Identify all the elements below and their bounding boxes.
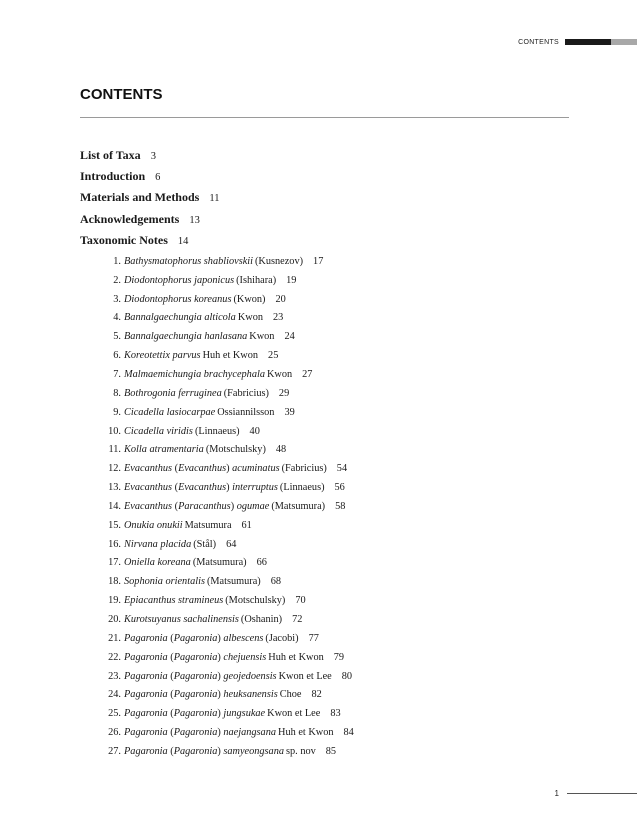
toc-taxon-author: (Fabricius) xyxy=(223,387,269,399)
toc-taxon-number: 11. xyxy=(108,444,121,456)
toc-taxon-page: 56 xyxy=(334,482,345,494)
toc-taxon-number: 15. xyxy=(108,519,121,531)
toc-taxon-subgenus: Pagaronia xyxy=(173,745,218,757)
toc-taxon-entry[interactable] xyxy=(80,423,580,442)
toc-entry-page: 14 xyxy=(177,235,189,247)
toc-taxon-author: sp. nov xyxy=(286,745,316,757)
toc-taxon-page: 70 xyxy=(295,595,306,607)
toc-taxon-subgenus: Pagaronia xyxy=(173,632,218,644)
toc-taxon-genus: Nirvana placida xyxy=(124,538,192,550)
toc-taxon-subgenus: Evacanthus xyxy=(178,482,227,494)
toc-taxon-genus: Pagaronia xyxy=(124,708,168,720)
toc-taxon-entry[interactable]: 22. Pagaronia (Pagaronia) chejuensis Huh et Kwon 79 xyxy=(80,649,580,668)
toc-taxon-species: acuminatus xyxy=(232,463,280,475)
toc-taxon-page: 83 xyxy=(330,708,341,720)
toc-taxon-page: 23 xyxy=(273,312,284,324)
toc-taxon-author: (Motschulsky) xyxy=(225,595,286,607)
running-head-bar-light xyxy=(611,39,637,45)
toc-taxon-page: 17 xyxy=(313,255,324,267)
toc-taxon-page: 20 xyxy=(275,293,286,305)
toc-taxon-author: Kwon xyxy=(237,312,263,324)
toc-taxon-author: Huh et Kwon xyxy=(202,350,259,362)
toc-taxon-page: 64 xyxy=(226,538,237,550)
toc-taxon-number: 26. xyxy=(108,727,121,739)
toc-taxon-entry[interactable] xyxy=(80,554,580,573)
toc-taxon-entry[interactable] xyxy=(80,347,580,366)
toc-taxon-number: 12. xyxy=(108,463,121,475)
toc-taxon-author: (Kwon) xyxy=(233,293,266,305)
toc-taxon-page: 40 xyxy=(249,425,260,437)
page-footer xyxy=(555,788,637,798)
toc-taxon-genus: Cicadella viridis xyxy=(124,425,193,437)
toc-entry-title: Introduction xyxy=(80,169,146,184)
toc-taxon-subgenus: Pagaronia xyxy=(173,689,218,701)
toc-entry-title: List of Taxa xyxy=(80,148,141,162)
toc-entry-page: 11 xyxy=(209,193,220,205)
toc-taxon-entry[interactable] xyxy=(80,573,580,592)
toc-taxon-page: 58 xyxy=(335,500,346,512)
toc-taxon-page: 29 xyxy=(278,387,290,399)
toc-taxon-author: (Motschulsky) xyxy=(205,444,266,456)
toc-taxon-entry[interactable] xyxy=(80,441,580,460)
toc-taxon-subgenus: Paracanthus xyxy=(178,500,231,512)
toc-taxon-genus: Oniella koreana xyxy=(124,557,191,569)
toc-taxon-entry[interactable] xyxy=(80,291,580,310)
toc-taxon-number: 21. xyxy=(108,632,121,644)
toc-entry-title: Taxonomic Notes xyxy=(80,232,168,247)
toc-taxon-page: 39 xyxy=(284,406,295,418)
toc-taxon-genus: Diodontophorus koreanus xyxy=(124,293,232,305)
toc-taxon-entry[interactable]: 12. Evacanthus (Evacanthus) acuminatus (Fabricius) 54 xyxy=(80,460,580,479)
toc-taxon-entry[interactable]: 25. Pagaronia (Pagaronia) jungsukae Kwon et Lee 83 xyxy=(80,705,580,724)
toc-taxon-species: albescens xyxy=(223,632,264,644)
page-title: CONTENTS xyxy=(80,86,163,103)
toc-taxon-entry[interactable] xyxy=(80,404,580,423)
toc-taxon-number: 10. xyxy=(108,425,121,437)
toc-taxon-page: 48 xyxy=(275,444,287,456)
toc-taxon-number: 2. xyxy=(113,274,121,286)
toc-taxon-genus: Kurotsuyanus sachalinensis xyxy=(124,613,239,625)
toc-taxon-entry[interactable]: 21. Pagaronia (Pagaronia) albescens (Jacobi) 77 xyxy=(80,630,580,649)
toc-taxon-number: 3. xyxy=(113,293,121,305)
toc-taxon-genus: Evacanthus xyxy=(124,500,173,512)
toc-taxon-page: 72 xyxy=(292,613,303,625)
toc-taxon-subgenus: Evacanthus xyxy=(178,463,227,475)
toc-taxon-number: 5. xyxy=(113,331,121,343)
toc-taxon-author: (Jacobi) xyxy=(265,632,299,644)
toc-taxon-species: samyeongsana xyxy=(223,745,285,757)
toc-taxon-genus: Bathysmatophorus shabliovskii xyxy=(124,255,253,267)
toc-taxon-page: 82 xyxy=(311,689,322,701)
toc-taxon-number: 1. xyxy=(113,255,121,267)
toc-taxon-number: 8. xyxy=(113,387,121,399)
toc-taxon-genus: Evacanthus xyxy=(124,482,173,494)
toc-taxon-number: 27. xyxy=(108,745,121,757)
toc-entry-page: 13 xyxy=(189,214,200,226)
toc-taxon-page: 54 xyxy=(336,463,348,475)
toc-taxon-species: chejuensis xyxy=(223,651,267,663)
toc-taxon-genus: Evacanthus xyxy=(124,463,173,475)
toc-taxon-species: naejangsana xyxy=(223,727,277,739)
toc-taxon-genus: Onukia onukii xyxy=(124,519,183,531)
toc-taxon-page: 77 xyxy=(308,632,319,644)
toc-taxon-genus: Kolla atramentaria xyxy=(124,444,204,456)
toc-taxon-entry[interactable] xyxy=(80,328,580,347)
toc-taxon-entry[interactable] xyxy=(80,536,580,555)
toc-taxon-number: 6. xyxy=(113,350,121,362)
toc-taxon-genus: Bannalgaechungia alticola xyxy=(124,312,236,324)
toc-taxon-genus: Pagaronia xyxy=(124,727,168,739)
toc-taxon-entry[interactable]: 27. Pagaronia (Pagaronia) samyeongsana sp. nov 85 xyxy=(80,743,580,762)
toc-taxon-number: 17. xyxy=(108,557,121,569)
toc-taxon-subgenus: Pagaronia xyxy=(173,727,218,739)
toc-taxon-genus: Pagaronia xyxy=(124,670,168,682)
toc-taxon-genus: Bannalgaechungia hanlasana xyxy=(124,331,248,343)
toc-taxon-number: 22. xyxy=(108,651,121,663)
toc-taxon-species: jungsukae xyxy=(223,708,266,720)
toc-taxon-species: geojedoensis xyxy=(223,670,277,682)
toc-taxon-genus: Epiacanthus stramineus xyxy=(124,595,224,607)
toc-taxon-entry[interactable]: 23. Pagaronia (Pagaronia) geojedoensis Kwon et Lee 80 xyxy=(80,668,580,687)
toc-taxon-author: (Matsumura) xyxy=(206,576,261,588)
toc-taxon-author: (Oshanin) xyxy=(240,613,283,625)
table-of-contents xyxy=(80,145,580,762)
toc-taxon-entry[interactable] xyxy=(80,366,580,385)
toc-taxon-author: (Matsumura) xyxy=(271,500,326,512)
title-divider xyxy=(80,117,569,118)
toc-taxon-number: 13. xyxy=(108,482,121,494)
toc-entry-page: 3 xyxy=(150,151,156,162)
running-head xyxy=(518,37,637,47)
toc-taxon-entry[interactable]: 14. Evacanthus (Paracanthus) ogumae (Matsumura) 58 xyxy=(80,498,580,517)
toc-taxon-number: 4. xyxy=(113,312,121,324)
toc-taxon-entry[interactable]: 24. Pagaronia (Pagaronia) heuksanensis Choe 82 xyxy=(80,686,580,705)
toc-taxon-page: 66 xyxy=(256,557,267,569)
toc-taxon-author: Ossiannilsson xyxy=(217,406,275,418)
toc-entry-page: 6 xyxy=(155,172,161,184)
toc-taxon-entry[interactable] xyxy=(80,517,580,536)
toc-taxon-number: 16. xyxy=(108,538,121,550)
toc-taxon-genus: Pagaronia xyxy=(124,689,168,701)
toc-taxon-number: 14. xyxy=(108,500,121,512)
toc-taxon-number: 19. xyxy=(108,595,121,607)
toc-taxon-subgenus: Pagaronia xyxy=(173,708,218,720)
toc-taxon-entry[interactable] xyxy=(80,385,580,404)
toc-main-entry[interactable] xyxy=(80,187,580,208)
toc-taxon-genus: Sophonia orientalis xyxy=(124,576,205,588)
toc-taxon-entry[interactable] xyxy=(80,253,580,272)
toc-taxon-species: interruptus xyxy=(232,482,278,494)
toc-taxon-genus: Koreotettix parvus xyxy=(124,350,201,362)
toc-taxon-entry[interactable]: 26. Pagaronia (Pagaronia) naejangsana Huh et Kwon 84 xyxy=(80,724,580,743)
toc-taxon-entry[interactable] xyxy=(80,592,580,611)
toc-main-entry[interactable] xyxy=(80,166,580,187)
toc-main-entry[interactable] xyxy=(80,230,580,251)
toc-main-entries xyxy=(80,145,580,251)
toc-taxon-page: 25 xyxy=(268,350,279,362)
toc-taxon-genus: Cicadella lasiocarpae xyxy=(124,406,216,418)
toc-taxon-author: Choe xyxy=(279,689,302,701)
toc-taxon-page: 19 xyxy=(286,274,297,286)
toc-entry-title: Materials and Methods xyxy=(80,190,200,205)
toc-taxon-genus: Malmaemichungia brachycephala xyxy=(124,369,265,380)
toc-taxon-author: Huh et Kwon xyxy=(268,651,324,663)
toc-taxon-author: (Linnaeus) xyxy=(194,425,240,437)
toc-taxon-author: (Kusnezov) xyxy=(255,255,304,267)
running-head-label: CONTENTS xyxy=(518,38,559,46)
toc-main-entry[interactable] xyxy=(80,145,580,166)
toc-main-entry[interactable] xyxy=(80,209,580,230)
toc-taxon-number: 7. xyxy=(113,369,121,380)
toc-taxon-species: ogumae xyxy=(236,500,270,512)
toc-taxon-page: 61 xyxy=(241,519,252,531)
toc-taxon-entry[interactable] xyxy=(80,611,580,630)
toc-taxon-page: 84 xyxy=(343,727,354,739)
toc-taxon-author: (Fabricius) xyxy=(281,463,327,475)
toc-taxon-genus: Pagaronia xyxy=(124,632,168,644)
toc-taxon-species: heuksanensis xyxy=(223,689,278,701)
toc-taxon-entry[interactable] xyxy=(80,272,580,291)
toc-taxon-author: Huh et Kwon xyxy=(278,727,334,739)
toc-taxon-author: (Ishihara) xyxy=(236,274,277,286)
toc-taxon-number: 23. xyxy=(108,670,121,682)
toc-taxon-number: 20. xyxy=(108,613,121,625)
toc-taxon-page: 68 xyxy=(270,576,282,588)
toc-taxon-author: Kwon xyxy=(249,331,275,343)
page-number: 1 xyxy=(554,788,559,798)
toc-taxon-number: 25. xyxy=(108,708,121,720)
toc-taxon-page: 85 xyxy=(325,745,337,757)
footer-rule xyxy=(567,793,637,794)
toc-taxa-list xyxy=(80,253,580,762)
running-head-bar-dark xyxy=(565,39,611,45)
toc-taxon-number: 18. xyxy=(108,576,121,588)
toc-taxon-entry[interactable]: 13. Evacanthus (Evacanthus) interruptus (Linnaeus) 56 xyxy=(80,479,580,498)
toc-taxon-author: (Matsumura) xyxy=(192,557,247,569)
toc-taxon-subgenus: Pagaronia xyxy=(173,651,218,663)
toc-taxon-page: 80 xyxy=(341,670,353,682)
toc-taxon-author: (Stål) xyxy=(193,538,217,550)
toc-taxon-subgenus: Pagaronia xyxy=(173,670,218,682)
toc-taxon-author: Matsumura xyxy=(184,519,232,531)
toc-taxon-author: Kwon et Lee xyxy=(278,670,332,682)
toc-taxon-page: 79 xyxy=(333,651,345,663)
toc-taxon-genus: Bothrogonia ferruginea xyxy=(124,387,222,399)
toc-entry-title: Acknowledgements xyxy=(80,211,180,226)
toc-taxon-author: Kwon et Lee xyxy=(267,708,321,720)
toc-taxon-page: 24 xyxy=(284,331,295,343)
toc-taxon-author: (Linnaeus) xyxy=(279,482,325,494)
toc-taxon-genus: Diodontophorus japonicus xyxy=(124,274,235,286)
toc-taxon-entry[interactable] xyxy=(80,309,580,328)
toc-taxon-number: 24. xyxy=(108,689,121,701)
toc-taxon-genus: Pagaronia xyxy=(124,651,168,663)
toc-taxon-genus: Pagaronia xyxy=(124,745,168,757)
toc-taxon-author: Kwon xyxy=(266,369,293,380)
toc-taxon-number: 9. xyxy=(113,406,121,418)
toc-taxon-page: 27 xyxy=(302,369,313,380)
